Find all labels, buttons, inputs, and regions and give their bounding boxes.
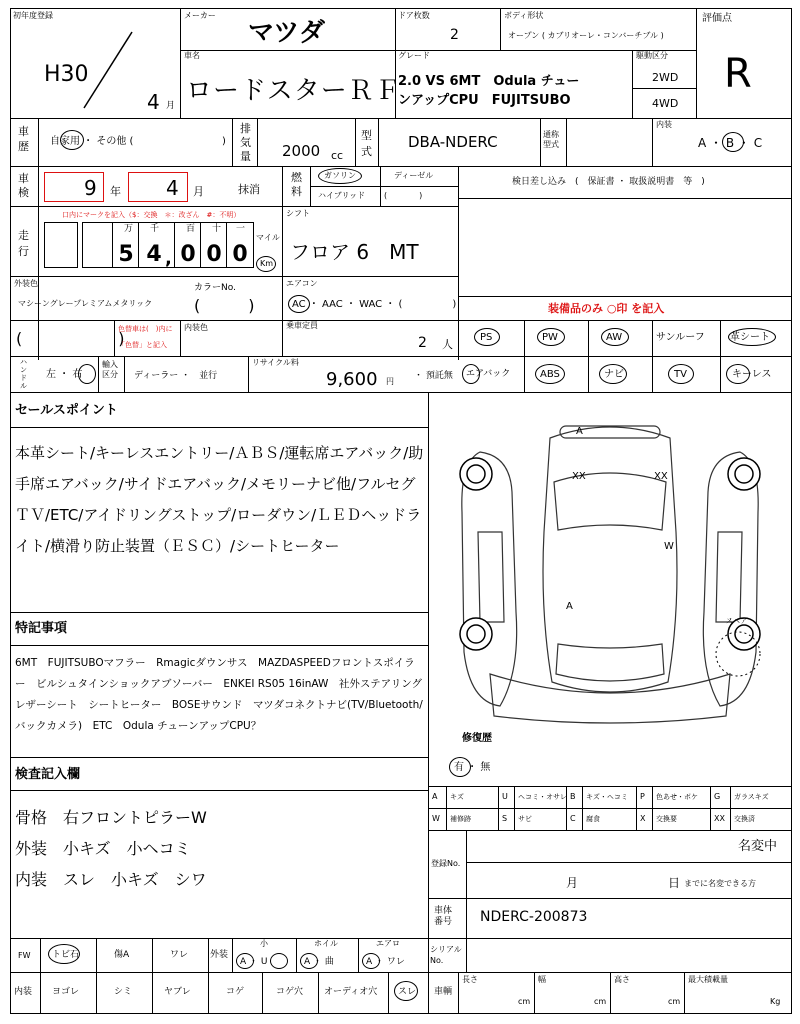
carname-value: ロードスターＲＦ xyxy=(186,76,402,106)
capacity-label: 乗車定員 xyxy=(286,321,318,330)
interior-color-paren: ( ) xyxy=(16,329,125,348)
divider xyxy=(10,757,428,758)
divider xyxy=(684,972,685,1014)
color-code: ( ) xyxy=(194,296,255,315)
use-value: 自家用 ・ その他 ( xyxy=(50,136,134,147)
divider xyxy=(296,938,297,972)
divider xyxy=(38,118,39,360)
legend-desc: キズ xyxy=(450,793,464,801)
divider xyxy=(174,222,175,268)
divider xyxy=(610,972,611,1014)
divider xyxy=(720,320,721,392)
divider xyxy=(10,427,428,428)
equip-aw-circle xyxy=(601,328,629,346)
fuel-label: 燃料 xyxy=(291,171,302,198)
mileage-label: 走行 xyxy=(18,229,29,258)
diagram-mark-xx-hood: XX xyxy=(572,471,586,482)
first-reg-slash xyxy=(80,30,140,110)
fuel-diesel: ディーゼル xyxy=(394,171,434,180)
mileage-digit: 4 xyxy=(146,242,162,267)
repair-yes-circle xyxy=(449,757,471,777)
name-change: 名変中 xyxy=(738,839,778,854)
disp-label: 排気量 xyxy=(240,122,251,163)
divider xyxy=(466,898,467,938)
mileage-km: Km xyxy=(260,259,274,268)
divider xyxy=(358,938,359,972)
divider xyxy=(428,392,429,938)
equip-abs-circle xyxy=(535,364,565,384)
divider xyxy=(310,186,458,187)
doors-value: 2 xyxy=(450,27,459,43)
grade-line2: ンアップCPU FUJITSUBO xyxy=(398,93,571,108)
divider xyxy=(652,808,653,830)
color-change-note1: 色替車は( )内に xyxy=(118,325,173,333)
gaisou-label: 外装 xyxy=(210,950,229,960)
car-left-side xyxy=(462,452,517,706)
equip-abs[interactable]: ABS xyxy=(540,369,560,380)
legend-code: C xyxy=(570,814,576,823)
int-item: シミ xyxy=(114,987,133,997)
divider xyxy=(498,786,499,808)
color-code-label: カラーNo. xyxy=(194,283,236,293)
drive-4wd: 4WD xyxy=(652,97,679,110)
inspection-month: 4 xyxy=(166,176,179,200)
equip-airbag-circle xyxy=(462,364,480,384)
divider xyxy=(112,222,113,268)
divider xyxy=(428,938,429,1014)
accessories-label: 検日差し込み ( 保証書 ・ 取扱説明書 等 ) xyxy=(512,177,705,187)
legend-code: G xyxy=(714,792,721,801)
divider xyxy=(180,50,696,51)
mileage-comma: , xyxy=(165,248,172,269)
displacement: 2000 xyxy=(282,142,321,160)
equip-ps-circle xyxy=(474,328,500,346)
divider xyxy=(428,830,792,831)
divider xyxy=(10,790,428,791)
divider xyxy=(514,786,515,808)
mileage-prefix-box xyxy=(44,222,78,268)
car-right-side xyxy=(703,452,758,706)
small-label: 小 xyxy=(260,939,268,948)
handle-value: 左 ・ 右 xyxy=(46,369,83,380)
fw-ware: ワレ xyxy=(170,950,189,960)
legend-code: A xyxy=(432,792,438,801)
inspection-year: 9 xyxy=(84,176,97,200)
common-label: 通称型式 xyxy=(543,130,559,149)
divider xyxy=(10,612,428,613)
mileage-juu: 十 xyxy=(212,224,222,234)
fuel-hybrid: ハイブリッド xyxy=(318,191,366,200)
shift-label: シフト xyxy=(286,209,310,218)
divider xyxy=(458,198,792,199)
doors-label: ドア枚数 xyxy=(398,11,430,20)
divider xyxy=(458,320,792,321)
legend-desc: ガラスキズ xyxy=(734,793,769,801)
model-value: DBA-NDERC xyxy=(408,133,498,151)
divider xyxy=(428,786,792,787)
equip-keyless[interactable]: キーレス xyxy=(732,369,772,380)
divider xyxy=(208,972,209,1014)
divider xyxy=(232,118,233,166)
body-label: ボディ形状 xyxy=(504,11,544,20)
wheel-a-circle xyxy=(300,953,318,969)
divider xyxy=(10,166,792,167)
mileage-digit: 0 xyxy=(206,242,222,267)
divider xyxy=(200,222,201,268)
aero-value: A ・ ワレ xyxy=(366,957,405,967)
km-circle xyxy=(256,256,276,272)
maker-label: メーカー xyxy=(184,11,216,20)
divider xyxy=(652,786,653,808)
mileage-note: 口内にマークを記入（$：交換 ＊：改ざん #：不明） xyxy=(62,211,241,219)
divider xyxy=(180,320,181,356)
color-label: 外装色 xyxy=(14,279,38,288)
divider xyxy=(282,276,283,320)
car-top-bumper xyxy=(560,426,660,438)
legend-code: P xyxy=(640,792,645,801)
divider xyxy=(458,972,459,1014)
divider xyxy=(710,808,711,830)
drive-label: 駆動区分 xyxy=(636,51,668,60)
import-label: 輸入区分 xyxy=(102,360,118,379)
handle-label: ハンドル xyxy=(20,358,27,390)
int-item: ヨゴレ xyxy=(52,987,80,997)
equip-pw[interactable]: PW xyxy=(542,332,558,343)
fw-label: FW xyxy=(18,951,31,960)
serial-label: シリアルNo. xyxy=(430,945,462,965)
fuel-gasoline: ガソリン xyxy=(324,171,356,180)
divider xyxy=(10,972,792,973)
int-item: スレ xyxy=(398,987,417,997)
wheel-value: A ・ 曲 xyxy=(304,957,334,967)
grade-line1: 2.0 VS 6MT Odula チュー xyxy=(398,74,580,89)
vin-label: 車体番号 xyxy=(434,906,453,927)
int-item: コゲ xyxy=(226,987,245,997)
cancelled: 抹消 xyxy=(238,183,260,196)
car-top-outline xyxy=(543,427,677,692)
import-value: ディーラー ・ 並行 xyxy=(134,371,218,381)
divider xyxy=(226,222,227,268)
grade-label: グレード xyxy=(398,51,430,60)
cc-unit: cc xyxy=(331,149,344,162)
dims-width: 幅 xyxy=(538,975,546,984)
car-right-side-inner xyxy=(716,532,742,622)
mileage-digit: 0 xyxy=(232,242,248,267)
vin-value: NDERC-200873 xyxy=(480,909,588,925)
legend-code: X xyxy=(640,814,646,823)
aircon-label: エアコン xyxy=(286,279,318,288)
diagram-mark-xx-right: XX xyxy=(654,471,668,482)
inspection-month-box xyxy=(128,172,188,202)
equip-keyless-circle xyxy=(726,364,750,384)
mileage-sen: 千 xyxy=(150,224,160,234)
interior-grades: A ・ B ・ C xyxy=(698,136,763,150)
divider xyxy=(582,786,583,808)
divider xyxy=(10,320,458,321)
legend-desc: 交換済 xyxy=(734,815,755,823)
divider xyxy=(257,118,258,166)
equip-leather-circle xyxy=(728,328,776,346)
recycle-value: 9,600 xyxy=(326,369,378,390)
divider xyxy=(730,786,731,808)
score-value: R xyxy=(724,51,752,97)
dims-label: 車輌 xyxy=(434,987,453,997)
divider xyxy=(446,808,447,830)
divider xyxy=(498,808,499,830)
car-windshield xyxy=(554,473,666,530)
dims-cm: cm xyxy=(518,997,531,1006)
dims-cm: cm xyxy=(594,997,607,1006)
equip-navi[interactable]: ナビ xyxy=(604,369,624,380)
car-rear-window xyxy=(556,644,664,681)
divider xyxy=(632,88,696,89)
aero-label: エアロ xyxy=(376,939,400,948)
equip-airbag[interactable]: エアバック xyxy=(466,369,511,379)
body-value: オープン ( カブリオーレ・コンバーチブル ) xyxy=(508,31,664,40)
divider xyxy=(40,972,41,1014)
dims-weight: 最大積載量 xyxy=(688,975,728,984)
int-label: 内装 xyxy=(14,987,33,997)
legend-desc: キズ・ヘコミ xyxy=(586,793,628,801)
maker-value: マツダ xyxy=(248,18,325,48)
diagram-mark-w-right: W xyxy=(664,541,674,552)
month-unit: 月 xyxy=(166,101,176,111)
divider xyxy=(540,118,541,166)
legend-desc: 補修跡 xyxy=(450,815,471,823)
divider xyxy=(40,938,41,972)
check-title: 検査記入欄 xyxy=(15,767,81,782)
repair-label: 修復歴 xyxy=(462,733,492,744)
divider xyxy=(652,118,653,166)
small-a-circle xyxy=(236,953,254,969)
diagram-mark-a-front: A xyxy=(576,426,583,437)
interior-b-circle xyxy=(722,132,744,152)
divider xyxy=(10,276,458,277)
legend-desc: サビ xyxy=(518,815,532,823)
equip-tv[interactable]: TV xyxy=(674,369,687,380)
divider xyxy=(582,808,583,830)
sales-points-title: セールスポイント xyxy=(15,403,118,418)
car-left-side-inner xyxy=(478,532,504,622)
dims-kg: Kg xyxy=(770,997,781,1006)
fw-kiz: 傷A xyxy=(114,950,130,960)
capacity-value: 2 xyxy=(418,335,427,351)
shift-value: フロア 6 MT xyxy=(290,240,419,264)
divider xyxy=(282,166,283,206)
legend-code: U xyxy=(502,792,508,801)
wheel-label: ホイル xyxy=(314,939,338,948)
divider xyxy=(138,222,139,268)
divider xyxy=(262,972,263,1014)
recycle-label: リサイクル料 xyxy=(252,358,299,367)
inspection-label: 車検 xyxy=(18,172,29,199)
int-item: コゲ穴 xyxy=(276,987,304,997)
dims-length: 長さ xyxy=(462,975,478,984)
divider xyxy=(96,938,97,972)
divider xyxy=(566,808,567,830)
divider xyxy=(446,786,447,808)
divider xyxy=(466,862,792,863)
dims-cm: cm xyxy=(668,997,681,1006)
divider xyxy=(388,972,389,1014)
divider xyxy=(378,118,379,166)
use-label: 車歴 xyxy=(18,125,29,153)
divider xyxy=(10,356,792,357)
divider xyxy=(282,206,283,276)
car-diagram xyxy=(440,412,780,732)
divider xyxy=(10,938,792,939)
divider xyxy=(652,320,653,392)
legend-code: W xyxy=(432,814,440,823)
fuel-gasoline-circle xyxy=(318,168,362,184)
equip-navi-circle xyxy=(599,364,627,384)
fw-tobiishi: トビ石 xyxy=(52,950,80,960)
color-change-note2: 「色替」と記入 xyxy=(118,341,167,349)
divider xyxy=(466,830,467,898)
fw-tobiishi-circle xyxy=(48,944,80,964)
drive-2wd: 2WD xyxy=(652,71,679,84)
sales-points-text: 本革シート/キーレスエントリー/ＡＢＳ/運転席エアバック/助手席エアバック/サイドエアバック/メモリーナビ他/フルセグＴＶ/ETC/アイドリングストップ/ローダウン/ＬＥＤヘッドライト/横滑り防止装置（ＥＳＣ）/シートヒーター xyxy=(15,444,424,555)
color-value: マシーングレープレミアムメタリック xyxy=(18,299,153,308)
divider xyxy=(500,8,501,50)
registration-label: 登録No. xyxy=(431,859,461,868)
aircon-ac-circle xyxy=(288,295,310,313)
divider xyxy=(710,786,711,808)
divider xyxy=(588,320,589,392)
interior-label: 内装 xyxy=(656,120,672,129)
divider xyxy=(124,356,125,392)
mileage-man: 万 xyxy=(124,224,134,234)
divider xyxy=(632,50,633,118)
fuel-other: ( ) xyxy=(384,191,423,200)
divider xyxy=(458,166,459,360)
divider xyxy=(534,972,535,1014)
aircon-value: AC ・ AAC ・ WAC ・ ( ) xyxy=(292,299,457,310)
divider xyxy=(636,808,637,830)
registration-month: 月 xyxy=(566,876,579,890)
model-label: 型式 xyxy=(361,129,372,158)
equip-pw-circle xyxy=(537,328,565,346)
equip-aw[interactable]: AW xyxy=(606,332,623,343)
mileage-digit: 5 xyxy=(118,242,134,267)
registration-deadline: までに名変できる方 xyxy=(684,879,756,888)
registration-day: 日 xyxy=(668,876,681,890)
int-sure-circle xyxy=(394,981,418,1001)
use-close: ) xyxy=(222,136,226,147)
divider xyxy=(355,118,356,166)
divider xyxy=(232,938,233,972)
divider xyxy=(208,938,209,972)
divider xyxy=(696,8,697,118)
equip-ps[interactable]: PS xyxy=(480,332,493,343)
equip-leather[interactable]: 革シート xyxy=(730,332,770,343)
legend-desc: ヘコミ・オサレ xyxy=(518,793,567,801)
divider xyxy=(152,972,153,1014)
first-reg-month: 4 xyxy=(147,90,160,114)
divider xyxy=(636,786,637,808)
capacity-unit: 人 xyxy=(442,338,453,351)
legend-desc: 腐食 xyxy=(586,815,600,823)
legend-code: S xyxy=(502,814,508,823)
interior-color-label: 内装色 xyxy=(184,323,208,332)
divider xyxy=(282,320,283,356)
divider xyxy=(466,938,467,972)
recycle-deposit: ・ 預託無 xyxy=(414,371,453,381)
divider xyxy=(428,808,792,809)
use-circle xyxy=(60,130,84,150)
divider xyxy=(514,808,515,830)
spare-label: スペア xyxy=(726,617,747,625)
dims-height: 高さ xyxy=(614,975,630,984)
divider xyxy=(10,645,428,646)
check-line: 内装 スレ 小キズ シワ xyxy=(15,870,207,889)
mileage-ichi: 一 xyxy=(236,224,246,234)
divider xyxy=(458,296,792,297)
mileage-hyaku: 百 xyxy=(186,224,196,234)
int-item: オーディオ穴 xyxy=(324,987,378,997)
repair-value: 有 ・ 無 xyxy=(454,762,491,773)
divider xyxy=(730,808,731,830)
divider xyxy=(98,356,99,392)
divider xyxy=(566,118,567,166)
inspection-year-unit: 年 xyxy=(110,185,121,198)
int-item: ヤブレ xyxy=(164,987,191,997)
special-text: 6MT FUJITSUBOマフラー Rmagicダウンサス MAZDASPEEDフロントスポイラー ビルシュタインショックアブソーバー ENKEI RS05 16inAW 社外ステアリング レザーシート シートヒーター BOSEサウンド マツダコネクトナビ(TV/Bluetooth/バックカメラ) ETC Odula チューンアップCPU？ xyxy=(15,657,433,732)
first-reg-year: H30 xyxy=(44,62,89,87)
recycle-unit: 円 xyxy=(386,377,394,386)
small-value: A ・ U xyxy=(240,957,268,967)
divider xyxy=(524,320,525,392)
diagram-mark-a-roof: A xyxy=(566,601,573,612)
legend-desc: 色あせ・ボケ xyxy=(656,793,698,801)
first-reg-label: 初年度登録 xyxy=(13,11,53,20)
divider xyxy=(428,898,792,899)
check-line: 骨格 右フロントピラーW xyxy=(15,808,207,827)
check-line: 外装 小キズ 小ヘコミ xyxy=(15,839,191,858)
divider xyxy=(248,356,249,392)
divider xyxy=(96,972,97,1014)
divider xyxy=(318,972,319,1014)
equipment-title: 装備品のみ ○印 を記入 xyxy=(548,302,665,315)
score-label: 評価点 xyxy=(702,13,732,24)
legend-desc: 交換要 xyxy=(656,815,677,823)
handle-right-circle xyxy=(78,364,96,384)
legend-code: B xyxy=(570,792,576,801)
aero-a-circle xyxy=(362,953,380,969)
special-title: 特記事項 xyxy=(15,621,68,636)
divider xyxy=(10,118,792,119)
divider xyxy=(566,786,567,808)
mileage-mile: マイル xyxy=(256,233,280,242)
inspection-month-unit: 月 xyxy=(193,185,204,198)
divider xyxy=(10,392,792,393)
divider xyxy=(152,938,153,972)
equip-tv-circle xyxy=(668,364,694,384)
small-u-circle xyxy=(270,953,288,969)
equip-sunroof[interactable]: サンルーフ xyxy=(656,332,705,343)
mileage-digit: 0 xyxy=(180,242,196,267)
divider xyxy=(180,8,181,118)
carname-label: 車名 xyxy=(184,51,200,60)
divider xyxy=(10,206,458,207)
legend-code: XX xyxy=(714,814,725,823)
